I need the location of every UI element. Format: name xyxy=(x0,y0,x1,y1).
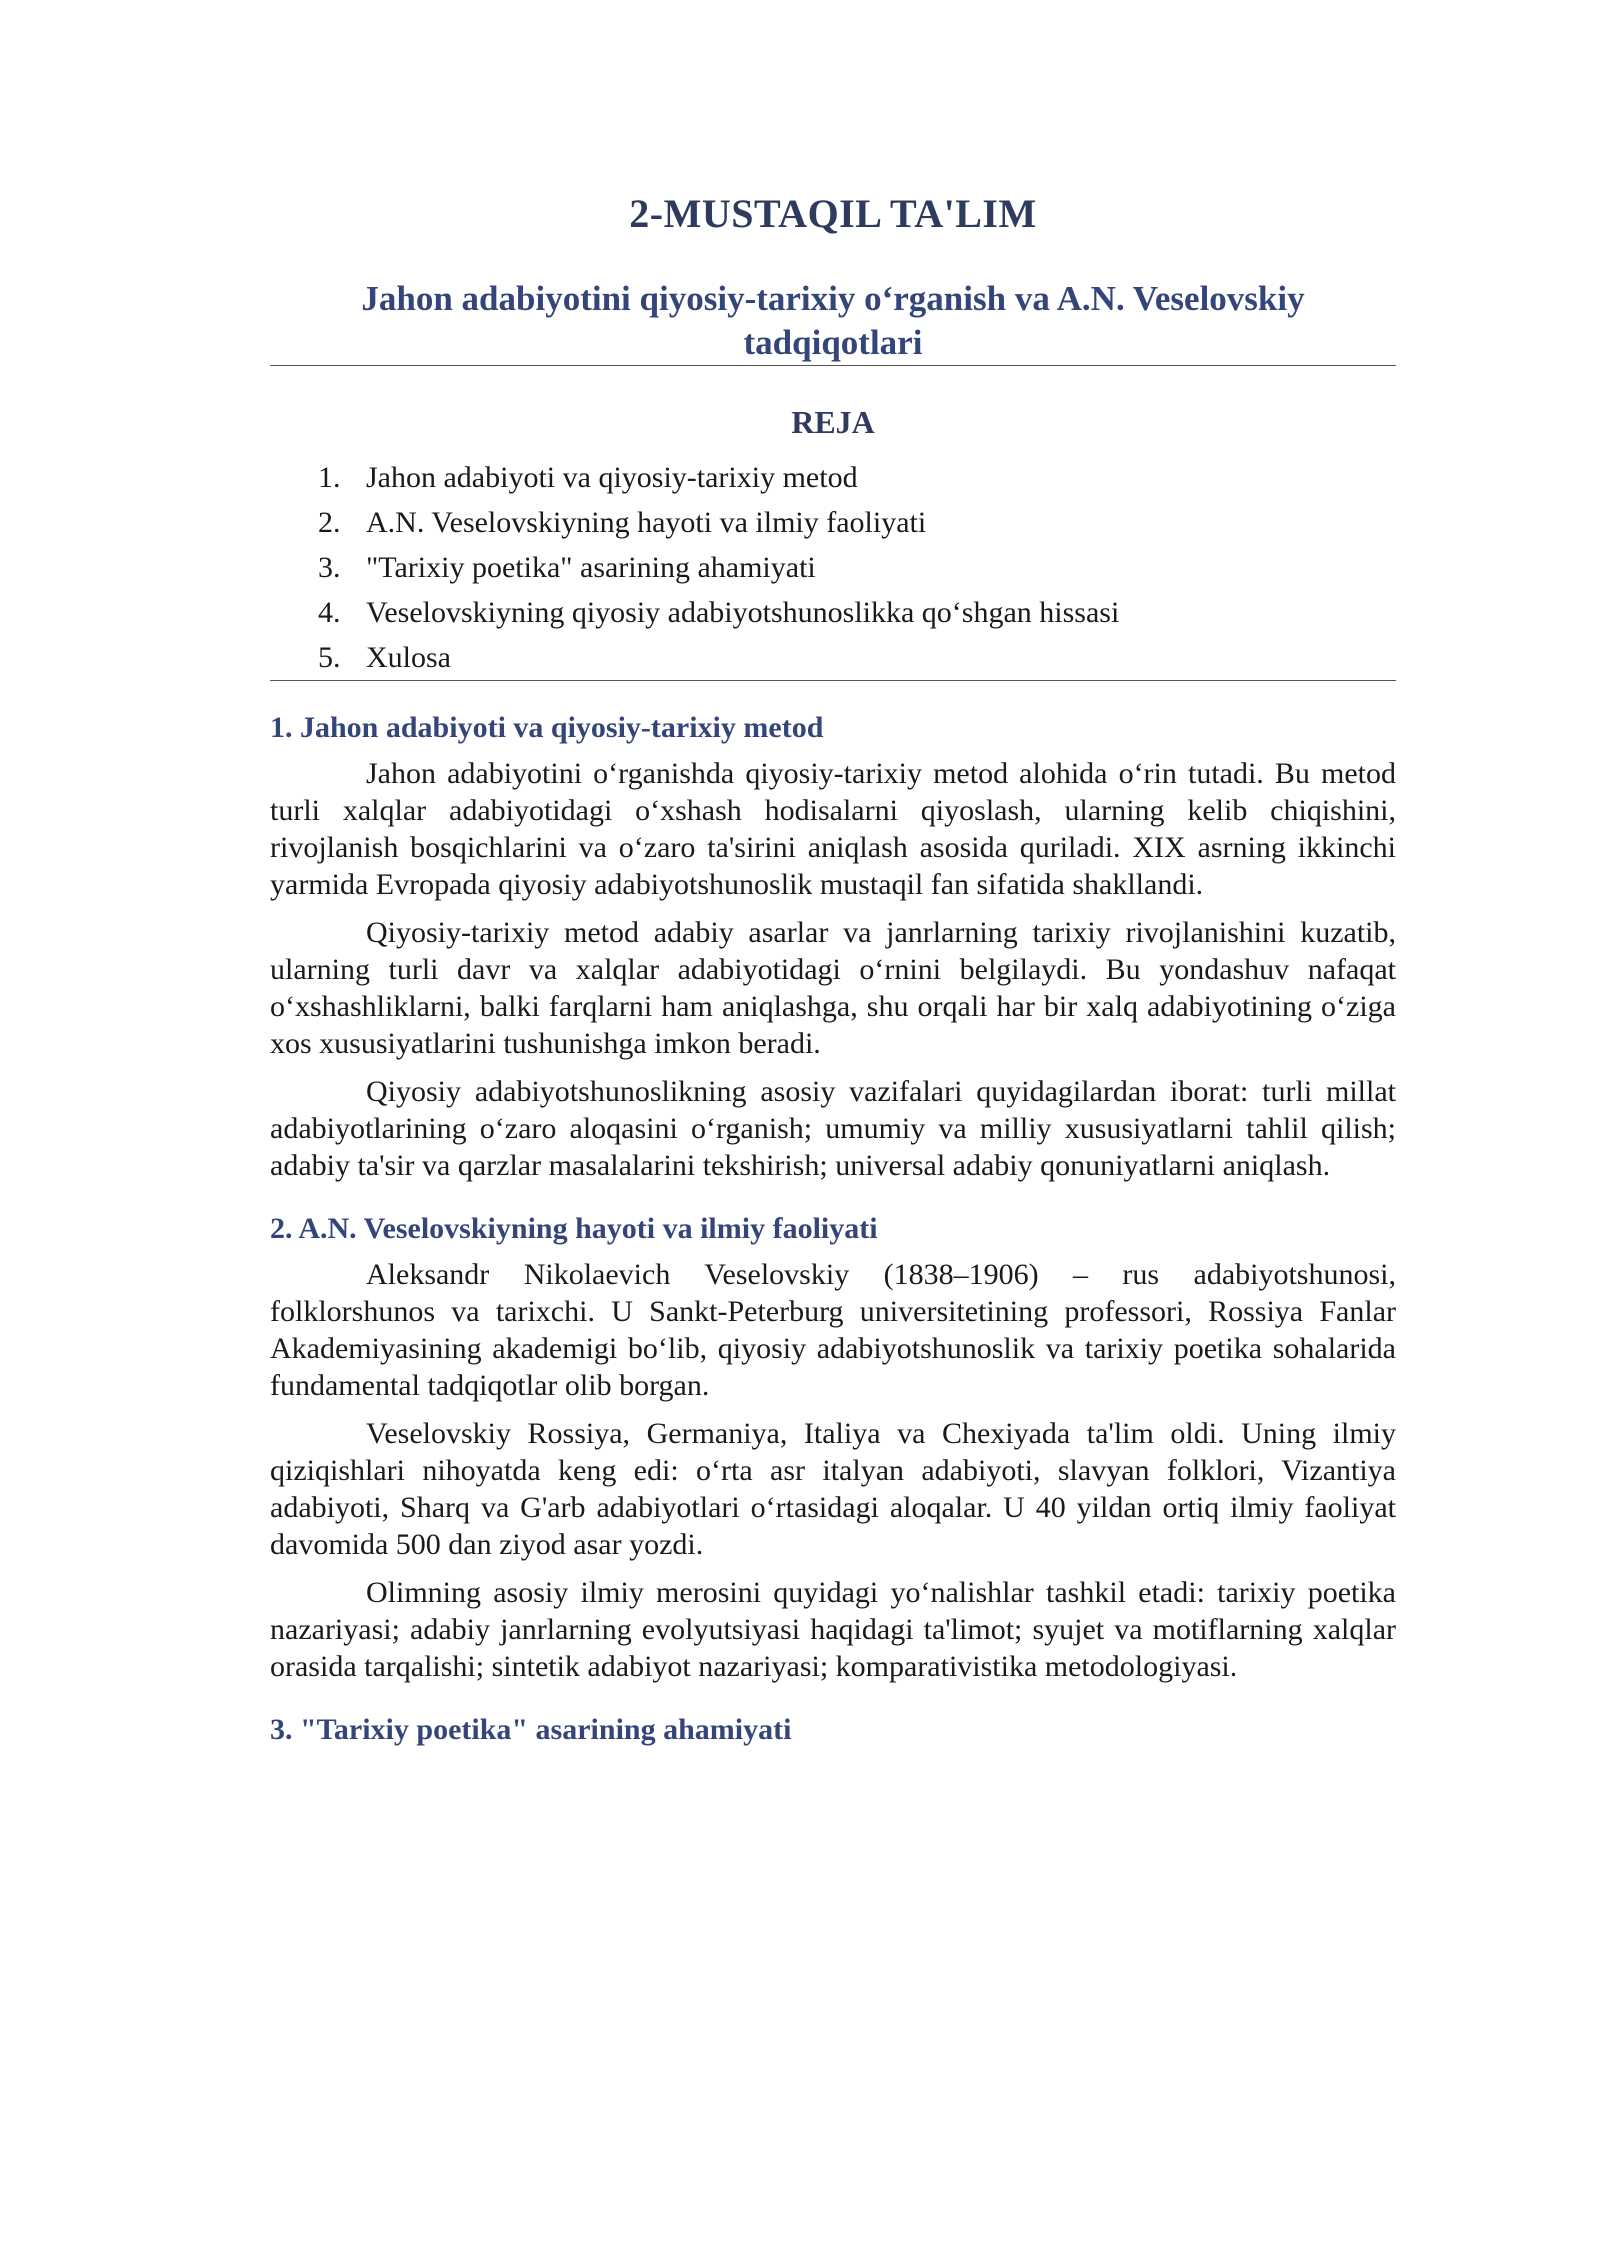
paragraph: Qiyosiy-tarixiy metod adabiy asarlar va janrlarning tarixiy rivojlanishini kuzatib, ularning turli davr va xalqlar adabiyotidagi o‘rnini belgilaydi. Bu yondashuv nafaqat o‘xshashliklarni, balki farqlarni ham aniqlashga, shu orqali har bir xalq adabiyotining o‘ziga xos xususiyatlarini tushunishga imkon beradi. xyxy=(270,916,1396,1060)
paragraph: Qiyosiy adabiyotshunoslikning asosiy vazifalari quyidagilardan iborat: turli millat adabiyotlarining o‘zaro aloqasini o‘rganish; umumiy va milliy xususiyatlarni tahlil qilish; adabiy ta'sir va qarzlar masalalarini tekshirish; universal adabiy qonuniyatlarni aniqlash. xyxy=(270,1075,1396,1182)
plan-item xyxy=(318,455,1396,500)
plan-item-text: A.N. Veselovskiyning hayoti va ilmiy faoliyati xyxy=(366,506,927,539)
paragraph: Veselovskiy Rossiya, Germaniya, Italiya va Chexiyada ta'lim oldi. Uning ilmiy qiziqishlari nihoyatda keng edi: o‘rta asr italyan adabiyoti, slavyan folklori, Vizantiya adabiyoti, Sharq va G'arb adabiyotlari o‘rtasidagi aloqalar. U 40 yildan ortiq ilmiy faoliyat davomida 500 dan ziyod asar yozdi. xyxy=(270,1417,1396,1561)
plan-item-number: 4. xyxy=(318,596,341,629)
page-title: 2-MUSTAQIL TA'LIM xyxy=(629,191,1037,236)
section-heading: 1. Jahon adabiyoti va qiyosiy-tarixiy metod xyxy=(270,711,824,744)
section-3 xyxy=(270,1713,1396,1747)
plan-item-text: Jahon adabiyoti va qiyosiy-tarixiy metod xyxy=(366,461,858,494)
plan-item-text: Veselovskiyning qiyosiy adabiyotshunoslikka qo‘shgan hissasi xyxy=(366,596,1120,629)
section-heading: 3. "Tarixiy poetika" asarining ahamiyati xyxy=(270,1713,792,1746)
plan-list xyxy=(318,455,1396,680)
page-subtitle: Jahon adabiyotini qiyosiy-tarixiy o‘rganish va A.N. Veselovskiy tadqiqotlari xyxy=(361,279,1305,362)
section-heading: 2. A.N. Veselovskiyning hayoti va ilmiy faoliyati xyxy=(270,1212,878,1245)
section-2 xyxy=(270,1212,1396,1685)
plan-item-number: 2. xyxy=(318,506,341,539)
section-1 xyxy=(270,711,1396,1184)
plan-item-number: 1. xyxy=(318,461,341,494)
plan-heading: REJA xyxy=(791,404,875,440)
plan-item xyxy=(318,545,1396,590)
divider-top xyxy=(270,365,1396,366)
paragraph: Aleksandr Nikolaevich Veselovskiy (1838–1906) – rus adabiyotshunosi, folklorshunos va tarixchi. U Sankt-Peterburg universitetining professori, Rossiya Fanlar Akademiyasining akademigi bo‘lib, qiyosiy adabiyotshunoslik va tarixiy poetika sohalarida fundamental tadqiqotlar olib borgan. xyxy=(270,1258,1396,1402)
page-content xyxy=(270,190,1396,1757)
divider-bottom xyxy=(270,680,1396,681)
paragraph: Olimning asosiy ilmiy merosini quyidagi yo‘nalishlar tashkil etadi: tarixiy poetika nazariyasi; adabiy janrlarning evolyutsiyasi haqidagi ta'limot; syujet va motiflarning xalqlar orasida tarqalishi; sintetik adabiyot nazariyasi; komparativistika metodologiyasi. xyxy=(270,1576,1396,1683)
paragraph: Jahon adabiyotini o‘rganishda qiyosiy-tarixiy metod alohida o‘rin tutadi. Bu metod turli xalqlar adabiyotidagi o‘xshash hodisalarni qiyoslash, ularning kelib chiqishini, rivojlanish bosqichlarini va o‘zaro ta'sirini aniqlash asosida quriladi. XIX asrning ikkinchi yarmida Evropada qiyosiy adabiyotshunoslik mustaqil fan sifatida shakllandi. xyxy=(270,757,1396,901)
plan-item xyxy=(318,635,1396,680)
plan-item-text: Xulosa xyxy=(366,641,451,674)
plan-item-number: 5. xyxy=(318,641,341,674)
plan-item-number: 3. xyxy=(318,551,341,584)
plan-item xyxy=(318,500,1396,545)
plan-item-text: "Tarixiy poetika" asarining ahamiyati xyxy=(366,551,816,584)
plan-item xyxy=(318,590,1396,635)
